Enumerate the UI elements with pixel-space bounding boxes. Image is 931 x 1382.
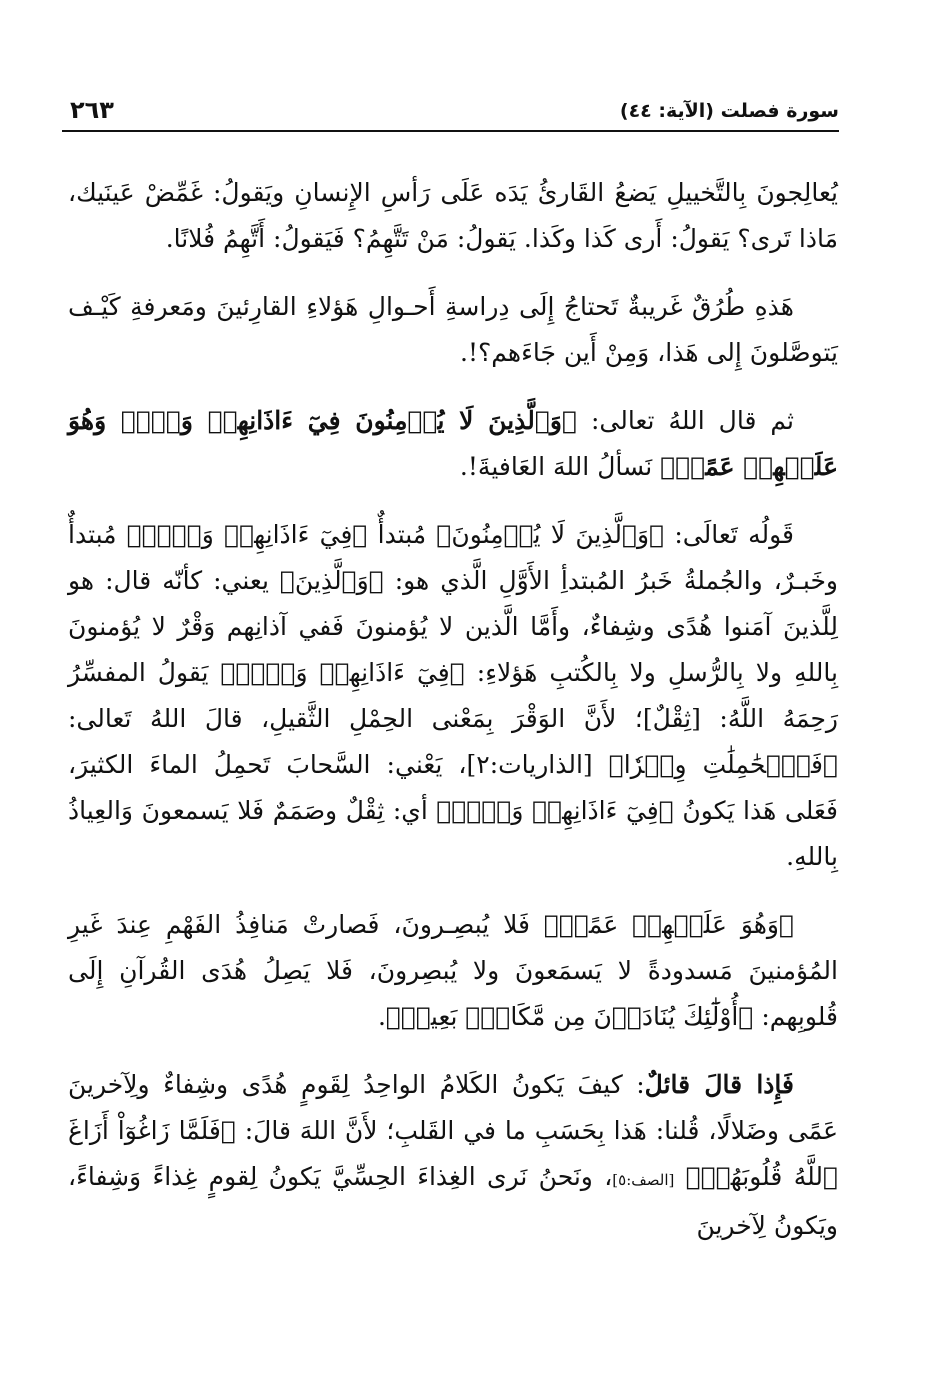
question-lead: فَإِذا قالَ قائلٌ <box>644 1070 794 1099</box>
paragraph-6 <box>68 1062 838 1249</box>
header-rule <box>62 130 839 132</box>
verse-reference: [الصف:٥] <box>612 1171 675 1189</box>
paragraph-5: ﴿وَهُوَ عَلَيۡهِمۡ عَمًىۚ﴾ فَلا يُبصِـرونَ، فَصارتْ مَنافِذُ الفَهْمِ عِندَ غَيرِ المُؤمنينَ مَسدودةً لا يَسمَعونَ ولا يُبصِرونَ، فَلا يَصِلُ هُدَى القُرآنِ إِلَى قُلوبِهم: ﴿أُوْلَٰٓئِكَ يُنَادَوۡنَ مِن مَّكَانِۭ بَعِيدٖ﴾. <box>68 910 838 1031</box>
quran-verse: ﴿وَٱلَّذِينَ لَا يُؤۡمِنُونَ فِيٓ ءَاذَانِهِمۡ وَقۡرٞ وَهُوَ عَلَيۡهِمۡ عَمًىۚ﴾ <box>68 406 838 481</box>
paragraph-4: قَولُه تَعالَى: ﴿وَٱلَّذِينَ لَا يُؤۡمِنُونَ﴾ مُبتدأٌ ﴿فِيٓ ءَاذَانِهِمۡ وَقۡرٞ﴾ مُبتدأٌ وخَبـرٌ، والجُملةُ خَبرُ المُبتدأِ الأَوَّلِ الَّذي هو: ﴿وَٱلَّذِينَ﴾ يعني: كأنّه قال: هو لِلَّذينَ آمَنوا هُدًى وشِفاءٌ، وأَمَّا الَّذين لا يُؤمنونَ فَفي آذانِهم وَقْرٌ لا يُؤمنونَ بِاللهِ ولا بِالرُّسلِ ولا بِالكُتبِ هَؤلاءِ: ﴿فِيٓ ءَاذَانِهِمۡ وَقۡرٞ﴾ يَقولُ المفسِّرُ رَحِمَهُ اللَّهُ: [ثِقْلٌ]؛ لأَنَّ الوَقْرَ بِمَعْنى الحِمْلِ الثَّقيلِ، قالَ اللهُ تَعالى: ﴿فَٱلۡحَٰمِلَٰتِ وِقۡرٗا﴾ [الذاريات:٢]، يَعْني: السَّحابَ تَحمِلُ الماءَ الكثيرَ، فَعَلى هَذا يَكونُ ﴿فِيٓ ءَاذَانِهِمۡ وَقۡرٞ﴾ أي: ثِقْلٌ وصَمَمٌ فَلا يَسمعونَ وَالعِياذُ بِاللهِ. <box>68 520 838 871</box>
paragraph-1: يُعالِجونَ بِالتَّخييلِ يَضعُ القَارئُ يَدَه عَلَى رَأسِ الإِنسانِ ويَقولُ: غَمِّضْ عَينَيك، مَاذا تَرى؟ يَقولُ: أَرى كَذا وكَذا. يَقولُ: مَنْ تَتَّهِمُ؟ فَيَقولُ: أَتَّهِمُ فُلانًا. <box>68 178 838 253</box>
paragraph-3-tail: نَسألُ اللهَ العَافيةَ!. <box>459 452 661 481</box>
paragraph-2: هَذهِ طُرُقٌ غَريبةٌ تَحتاجُ إِلَى دِراسةِ أَحـوالِ هَؤلاءِ القارِئينَ ومَعرفةِ كَيْـف يَتوصَّلونَ إِلى هَذا، وَمِنْ أَين جَاءَهم؟!. <box>68 292 838 367</box>
page-number: ٢٦٣ <box>70 96 114 124</box>
paragraph-6-tail: ، ونَحنُ نَرى الغِذاءَ الحِسِّيَّ يَكونُ لِقومٍ غِذاءً وَشِفاءً، ويَكونُ لِآخرينَ <box>68 1162 838 1240</box>
page-body <box>68 170 838 1271</box>
paragraph-3 <box>68 398 838 490</box>
paragraph-3-intro: ثم قال اللهُ تعالى: <box>576 406 794 435</box>
paragraph-6-text: : كيفَ يَكونُ الكَلامُ الواحِدُ لِقَومٍ هُدًى وشِفاءٌ ولِآخرينَ عَمًى وضَلالًا، قُلنا: هَذا بِحَسَبِ ما في القَلبِ؛ لأَنَّ اللهَ قالَ: ﴿فَلَمَّا زَاغُوٓاْ أَزَاغَ ٱللَّهُ قُلُوبَهُمۡ﴾ <box>68 1070 838 1191</box>
page-header <box>62 96 839 138</box>
running-title: سورة فصلت (الآية: ٤٤) <box>619 100 839 122</box>
